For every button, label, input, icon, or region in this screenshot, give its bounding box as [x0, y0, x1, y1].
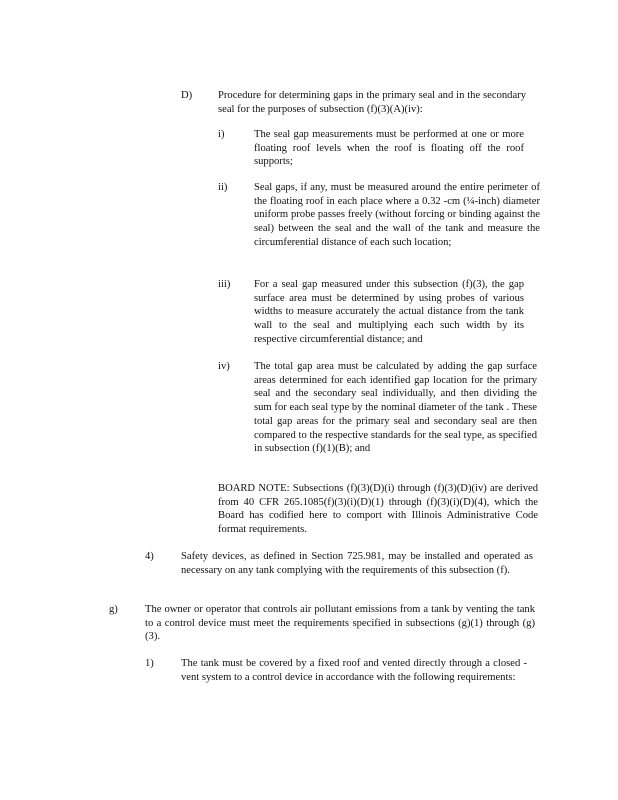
paragraph-iv: The total gap area must be calculated by adding the gap surface areas determined for each identified gap location for the primary seal and the secondary seal individually, and then dividing the sum for each seal type by the nominal diameter of the tank . These total gap areas for the primary seal and secondary seal are then compared to the respective standards for the seal type, as specified in subsection (f)(1)(B); and [254, 361, 537, 455]
item-label-iii: iii) [218, 279, 231, 290]
item-label-4: 4) [145, 551, 154, 562]
paragraph-ii: Seal gaps, if any, must be measured around the entire perimeter of the floating roof in each place where a 0.32 -cm (¼-inch) diameter uniform probe passes freely (without forcing or binding against the seal) between the seal and the wall of the tank and measure the circumferential distance of each such location; [254, 182, 540, 248]
paragraph-g: The owner or operator that controls air pollutant emissions from a tank by venting the tank to a control device must meet the requirements specified in subsections (g)(1) through (g)(3). [145, 604, 535, 643]
item-label-g: g) [109, 604, 118, 615]
paragraph-i: The seal gap measurements must be performed at one or more floating roof levels when the roof is floating off the roof supports; [254, 129, 524, 168]
paragraph-4: Safety devices, as defined in Section 725.981, may be installed and operated as necessary on any tank complying with the requirements of this subsection (f). [181, 551, 533, 576]
paragraph-iii: For a seal gap measured under this subsection (f)(3), the gap surface area must be determined by using probes of various widths to measure accurately the actual distance from the tank wall to the seal and multiplying each such width by its respective circumferential distance; and [254, 279, 524, 345]
board-note: BOARD NOTE: Subsections (f)(3)(D)(i) through (f)(3)(D)(iv) are derived from 40 CFR 265.1085(f)(3)(i)(D)(1) through (f)(3)(i)(D)(4), which the Board has codified here to comport with Illinois Administrative Code format requirements. [218, 483, 538, 536]
item-label-ii: ii) [218, 182, 228, 193]
item-label-g-1: 1) [145, 658, 154, 669]
item-label-iv: iv) [218, 361, 230, 372]
paragraph-D: Procedure for determining gaps in the primary seal and in the secondary seal for the purposes of subsection (f)(3)(A)(iv): [218, 90, 526, 115]
paragraph-g-1: The tank must be covered by a fixed roof and vented directly through a closed -vent system to a control device in accordance with the following requirements: [181, 658, 527, 683]
item-label-D: D) [181, 90, 193, 101]
item-label-i: i) [218, 129, 225, 140]
